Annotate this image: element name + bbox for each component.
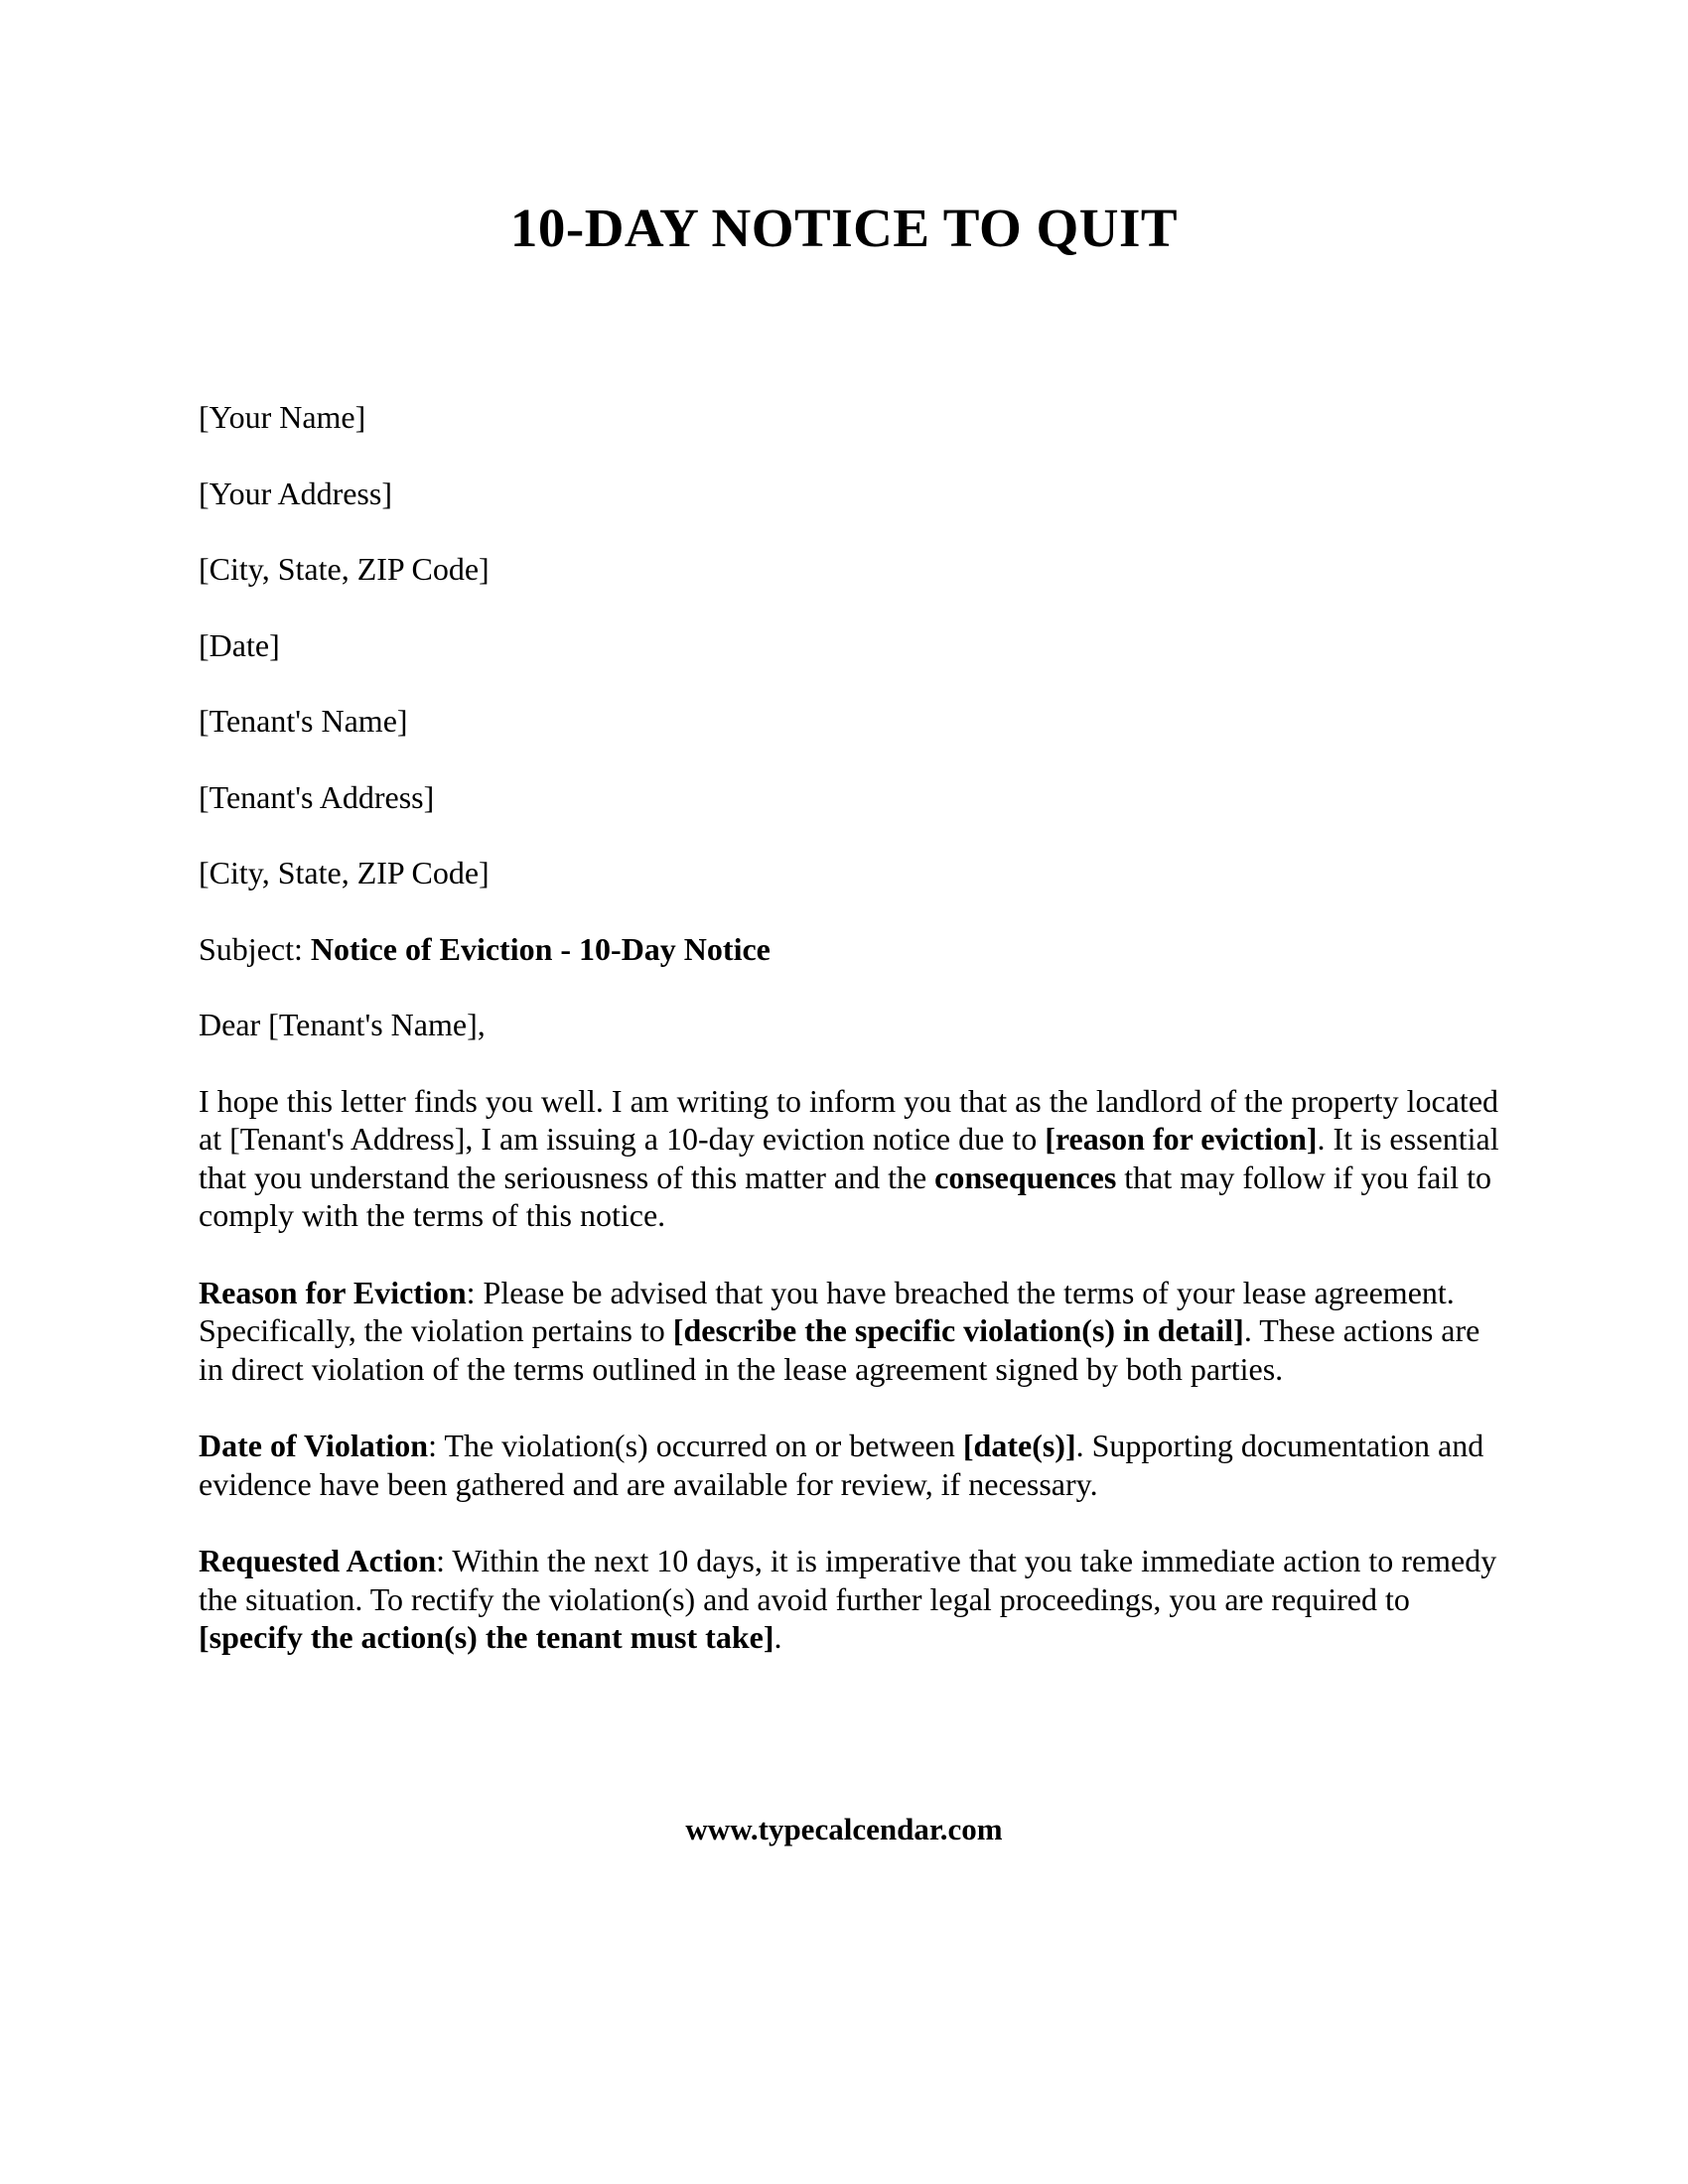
- letter-body: [199, 398, 1509, 1696]
- intro-text-2: . It is essential that you understand the seriousness of this matter and the: [199, 1121, 1499, 1195]
- violation-date-paragraph: [199, 1427, 1509, 1503]
- violation-date-text-1: : The violation(s) occurred on or between: [428, 1428, 963, 1463]
- intro-paragraph: [199, 1082, 1509, 1235]
- subject-label: Subject:: [199, 930, 311, 967]
- requested-action-text-1: : Within the next 10 days, it is imperative that you take immediate action to remedy the situation. To rectify the violation(s) and avoid further legal proceedings, you are required to: [199, 1543, 1497, 1617]
- recipient-address: [Tenant's Address]: [199, 778, 435, 815]
- document-title: 10-DAY NOTICE TO QUIT: [509, 198, 1179, 258]
- reason-text-2: . These actions are in direct violation of the terms outlined in the lease agreement signed by both parties.: [199, 1312, 1480, 1387]
- intro-text-3: that may follow if you fail to comply with the terms of this notice.: [199, 1159, 1491, 1233]
- intro-text-1: I hope this letter finds you well. I am writing to inform you that as the landlord of the property located at [Tenant's Address], I am issuing a 10-day eviction notice due to: [199, 1082, 1499, 1157]
- recipient-city-state-zip: [City, State, ZIP Code]: [199, 855, 490, 890]
- recipient-name: [Tenant's Name]: [199, 703, 408, 739]
- footer-url: www.typecalcendar.com: [685, 1812, 1003, 1846]
- salutation: Dear [Tenant's Name],: [199, 1007, 486, 1042]
- reason-violation-placeholder: [describe the specific violation(s) in detail]: [672, 1312, 1244, 1348]
- requested-action-text-2: .: [774, 1619, 782, 1655]
- subject-text: Notice of Eviction - 10-Day Notice: [310, 930, 771, 967]
- sender-address: [Your Address]: [199, 475, 392, 511]
- violation-date-heading: Date of Violation: [199, 1428, 429, 1463]
- reason-heading: Reason for Eviction: [199, 1274, 467, 1310]
- requested-action-heading: Requested Action: [199, 1543, 437, 1578]
- sender-name: [Your Name]: [199, 399, 366, 435]
- violation-dates-placeholder: [date(s)]: [962, 1428, 1076, 1463]
- violation-date-text-2: . Supporting documentation and evidence have been gathered and are available for review, if necessary.: [199, 1428, 1484, 1502]
- sender-city-state-zip: [City, State, ZIP Code]: [199, 551, 490, 587]
- letter-date: [Date]: [199, 626, 280, 663]
- intro-consequences: consequences: [934, 1159, 1117, 1195]
- reason-text-1: : Please be advised that you have breached the terms of your lease agreement. Specifically, the violation pertains to: [199, 1274, 1455, 1348]
- subject-line: [199, 930, 1509, 969]
- reason-paragraph: [199, 1274, 1509, 1389]
- requested-action-placeholder: [specify the action(s) the tenant must take]: [199, 1619, 774, 1655]
- requested-action-paragraph: [199, 1542, 1509, 1657]
- intro-reason-placeholder: [reason for eviction]: [1045, 1121, 1318, 1157]
